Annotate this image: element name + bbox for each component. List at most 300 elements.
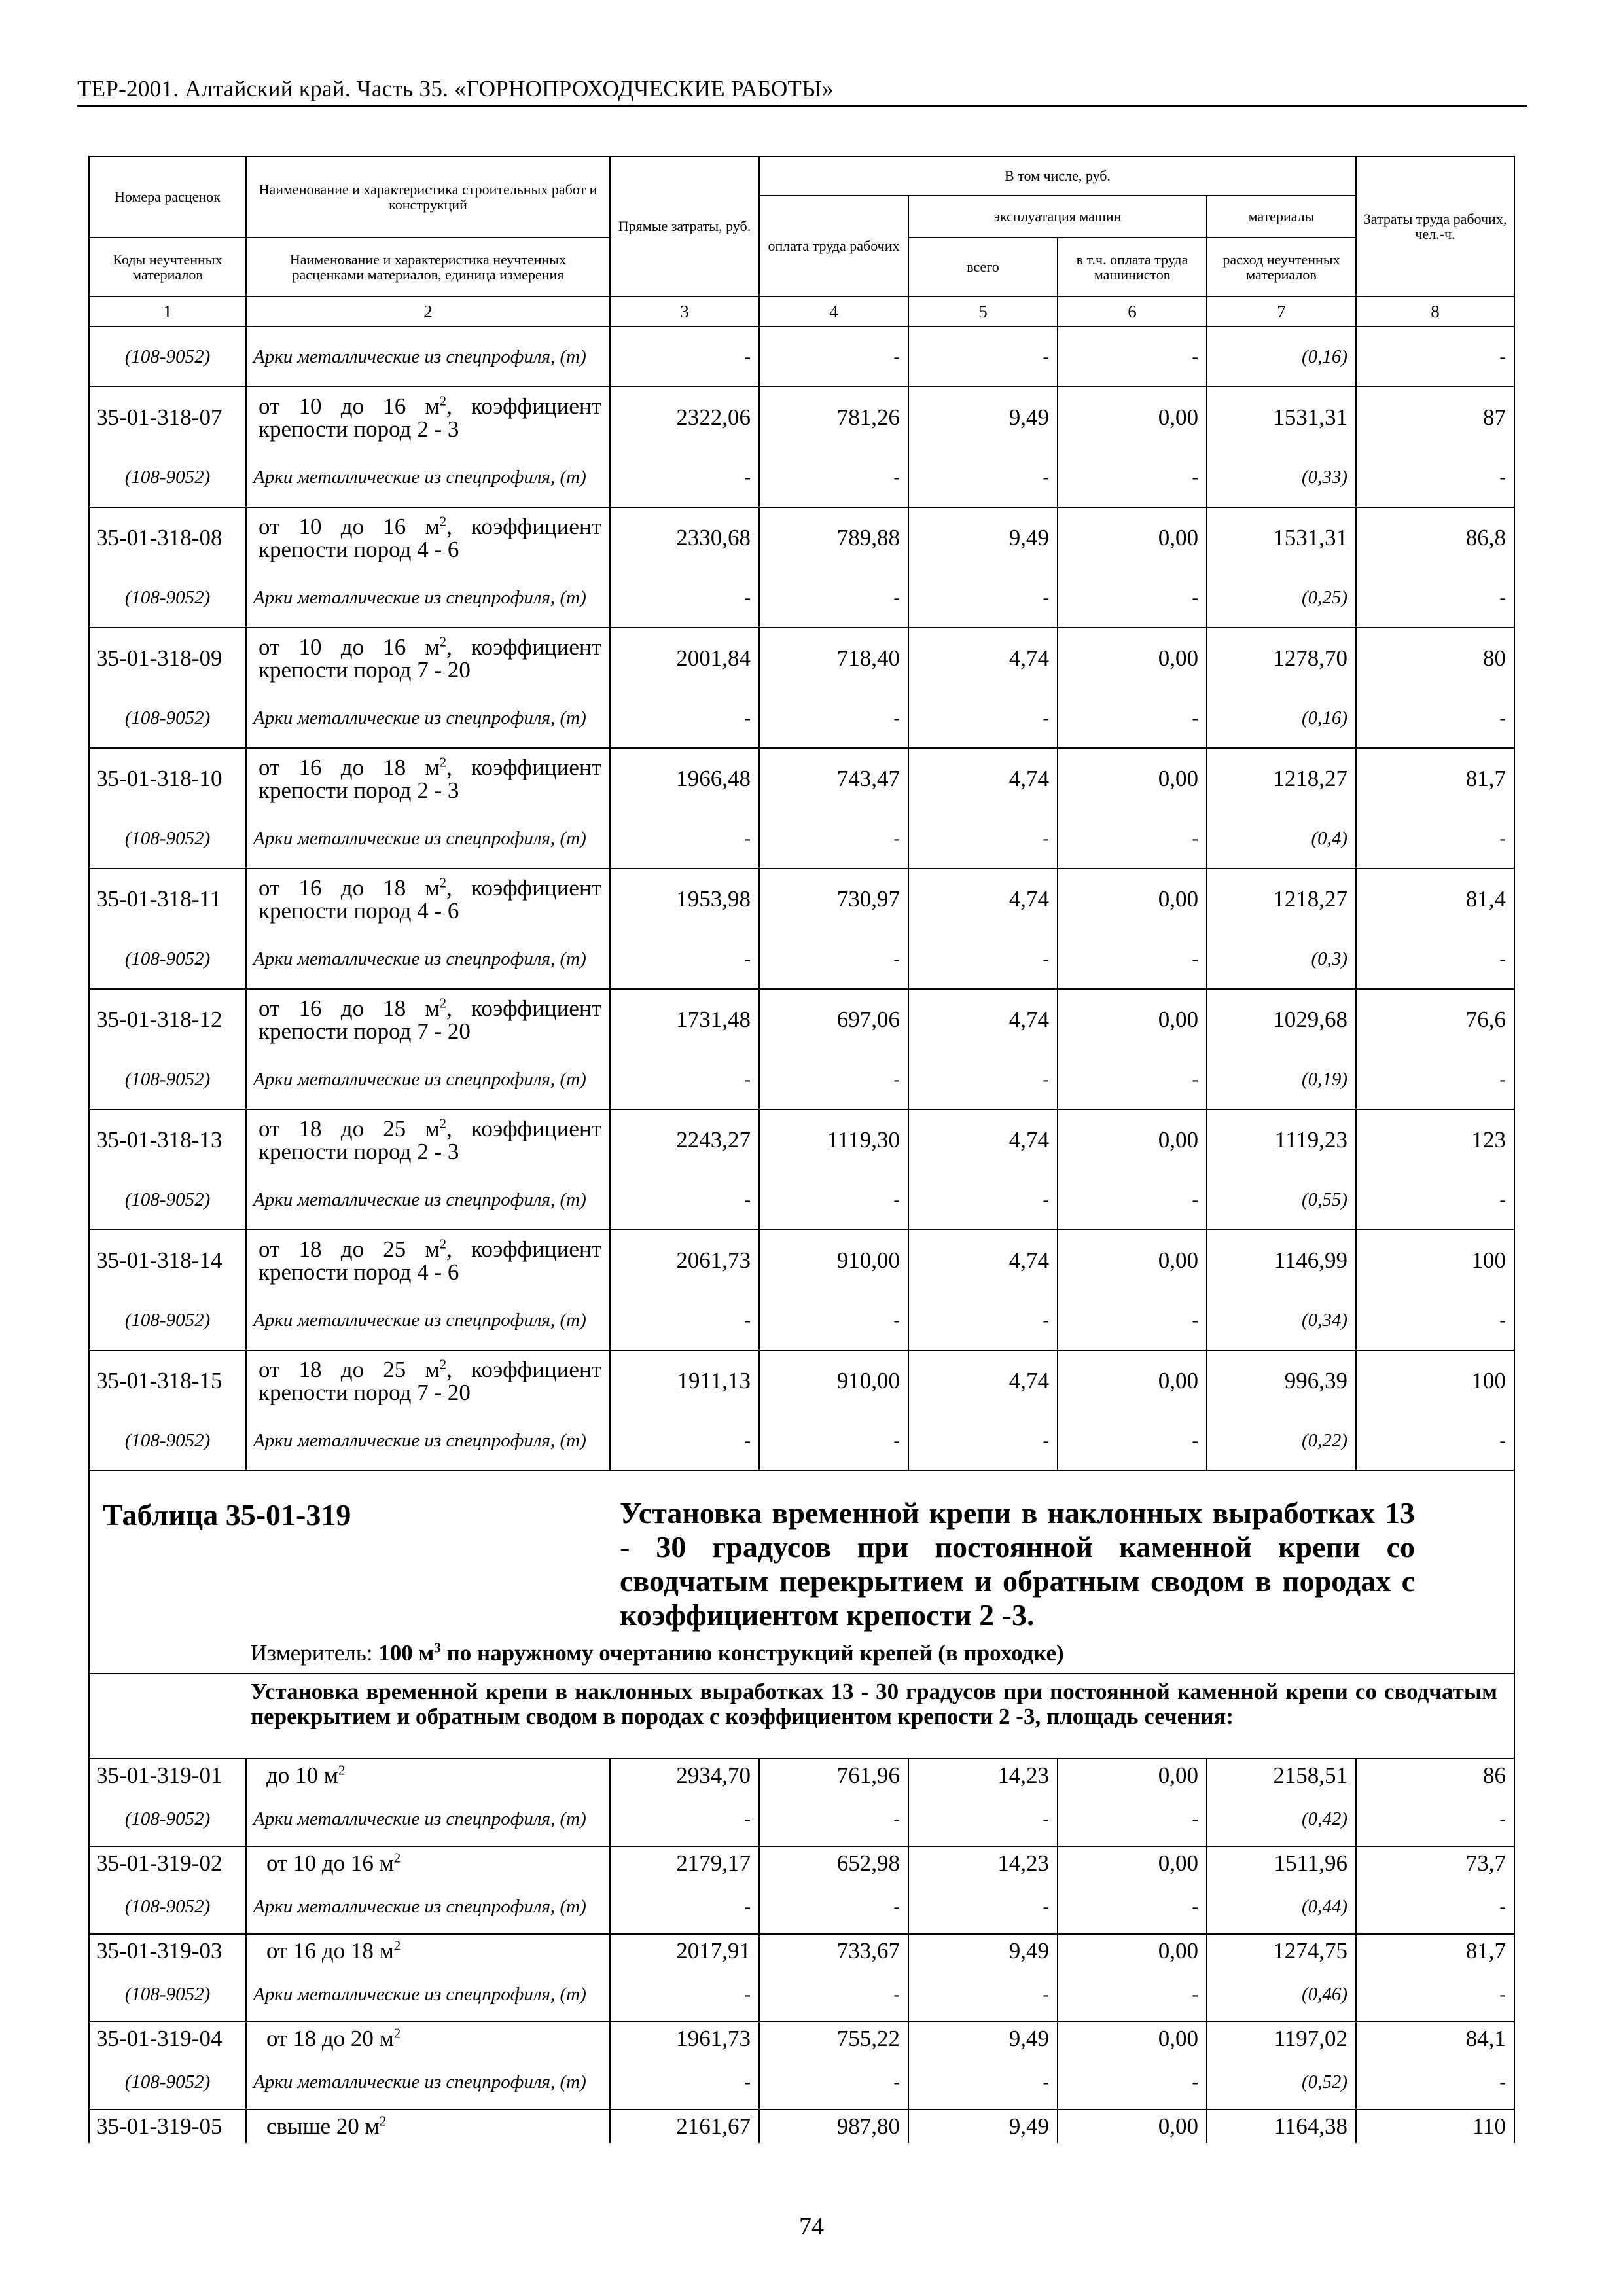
operator-pay: 0,00 bbox=[1058, 1350, 1207, 1411]
rate-code: 35-01-318-12 bbox=[89, 989, 246, 1050]
header-row-1 bbox=[89, 156, 1514, 196]
material-dash: - bbox=[1058, 1411, 1207, 1471]
superscript-2: 2 bbox=[439, 393, 447, 409]
rate-row bbox=[89, 1846, 1514, 1880]
material-dash: - bbox=[610, 809, 759, 869]
rate-code: 35-01-318-10 bbox=[89, 748, 246, 809]
material-code: (108-9052) bbox=[89, 1792, 246, 1846]
direct-costs: 2330,68 bbox=[610, 507, 759, 568]
material-name: Арки металлические из спецпрофиля, (т) bbox=[246, 1880, 610, 1934]
material-row bbox=[89, 1170, 1514, 1230]
meter-prefix: Измеритель: bbox=[251, 1640, 379, 1666]
material-dash: - bbox=[1356, 929, 1514, 989]
description-line-2: крепости пород 7 - 20 bbox=[259, 1380, 471, 1405]
material-dash: - bbox=[1058, 1792, 1207, 1846]
description-coef: , коэффициент bbox=[446, 393, 601, 419]
labor-hours: 87 bbox=[1356, 387, 1514, 448]
material-dash: - bbox=[759, 929, 908, 989]
material-quantity: (0,4) bbox=[1207, 809, 1356, 869]
material-row bbox=[89, 2055, 1514, 2109]
superscript-2: 2 bbox=[439, 1356, 447, 1372]
material-dash: - bbox=[610, 327, 759, 387]
header-work-name: Наименование и характеристика строительных работ и конструкций bbox=[246, 156, 610, 238]
rate-description bbox=[246, 748, 610, 809]
description-line-1 bbox=[259, 1358, 601, 1381]
rate-row bbox=[89, 869, 1514, 929]
materials-cost: 1274,75 bbox=[1207, 1934, 1356, 1967]
material-code: (108-9052) bbox=[89, 327, 246, 387]
material-dash: - bbox=[1356, 809, 1514, 869]
material-dash: - bbox=[759, 809, 908, 869]
rate-description bbox=[246, 2109, 610, 2143]
header-material-name: Наименование и характеристика неучтенных расценками материалов, единица измерения bbox=[246, 238, 610, 296]
column-number: 8 bbox=[1356, 296, 1514, 327]
material-dash: - bbox=[759, 1170, 908, 1230]
description-line-1 bbox=[259, 636, 601, 658]
material-dash: - bbox=[1356, 1967, 1514, 2022]
direct-costs: 1966,48 bbox=[610, 748, 759, 809]
superscript-2: 2 bbox=[439, 1236, 447, 1252]
rate-description bbox=[246, 2022, 610, 2055]
material-dash: - bbox=[1356, 1291, 1514, 1350]
material-row bbox=[89, 1050, 1514, 1109]
material-quantity: (0,16) bbox=[1207, 689, 1356, 748]
rate-description bbox=[246, 1109, 610, 1170]
header-column-numbers bbox=[89, 296, 1514, 327]
rate-code: 35-01-319-05 bbox=[89, 2109, 246, 2143]
material-name: Арки металлические из спецпрофиля, (т) bbox=[246, 1291, 610, 1350]
superscript-2: 2 bbox=[439, 1115, 447, 1132]
table-319-intro: Установка временной крепи в наклонных выработках 13 - 30 градусов при постоянной каменной крепи со сводчатым перекрытием и обратным сводом в породах с коэффициентом крепости 2 -3, площадь сечения: bbox=[251, 1679, 1497, 1729]
labor-pay: 730,97 bbox=[759, 869, 908, 929]
material-dash: - bbox=[908, 1880, 1058, 1934]
rate-row bbox=[89, 748, 1514, 809]
material-dash: - bbox=[610, 1291, 759, 1350]
labor-hours: 73,7 bbox=[1356, 1846, 1514, 1880]
header-labor-pay: оплата труда рабочих bbox=[759, 196, 908, 296]
material-dash: - bbox=[759, 1411, 908, 1471]
direct-costs: 2934,70 bbox=[610, 1759, 759, 1792]
labor-pay: 910,00 bbox=[759, 1230, 908, 1291]
material-code: (108-9052) bbox=[89, 929, 246, 989]
material-name: Арки металлические из спецпрофиля, (т) bbox=[246, 448, 610, 507]
machine-total: 4,74 bbox=[908, 1109, 1058, 1170]
material-dash: - bbox=[1356, 1792, 1514, 1846]
material-dash: - bbox=[759, 448, 908, 507]
material-name: Арки металлические из спецпрофиля, (т) bbox=[246, 568, 610, 628]
material-row bbox=[89, 1792, 1514, 1846]
description-area: от 18 до 20 м bbox=[266, 2026, 394, 2051]
materials-cost: 1218,27 bbox=[1207, 748, 1356, 809]
meter-sup: 3 bbox=[434, 1640, 441, 1656]
labor-hours: 80 bbox=[1356, 628, 1514, 689]
materials-cost: 1164,38 bbox=[1207, 2109, 1356, 2143]
material-name: Арки металлические из спецпрофиля, (т) bbox=[246, 1792, 610, 1846]
material-dash: - bbox=[1356, 1170, 1514, 1230]
material-name: Арки металлические из спецпрофиля, (т) bbox=[246, 1170, 610, 1230]
direct-costs: 2161,67 bbox=[610, 2109, 759, 2143]
labor-hours: 81,4 bbox=[1356, 869, 1514, 929]
machine-total: 9,49 bbox=[908, 507, 1058, 568]
materials-cost: 1119,23 bbox=[1207, 1109, 1356, 1170]
rate-row bbox=[89, 1350, 1514, 1411]
rate-description bbox=[246, 387, 610, 448]
description-area: от 16 до 18 м bbox=[259, 996, 440, 1021]
description-coef: , коэффициент bbox=[446, 996, 601, 1021]
description-line-1 bbox=[259, 876, 601, 899]
material-name: Арки металлические из спецпрофиля, (т) bbox=[246, 1050, 610, 1109]
description-line-2: крепости пород 4 - 6 bbox=[259, 537, 459, 562]
description-coef: , коэффициент bbox=[446, 1116, 601, 1141]
material-dash: - bbox=[908, 568, 1058, 628]
material-dash: - bbox=[1058, 1050, 1207, 1109]
material-code: (108-9052) bbox=[89, 1170, 246, 1230]
material-dash: - bbox=[610, 1792, 759, 1846]
material-dash: - bbox=[759, 1880, 908, 1934]
material-code: (108-9052) bbox=[89, 1291, 246, 1350]
material-dash: - bbox=[908, 1170, 1058, 1230]
rate-description bbox=[246, 1846, 610, 1880]
material-quantity: (0,42) bbox=[1207, 1792, 1356, 1846]
description-line-2: крепости пород 4 - 6 bbox=[259, 898, 459, 924]
header-rule bbox=[77, 105, 1527, 107]
labor-pay: 761,96 bbox=[759, 1759, 908, 1792]
rate-code: 35-01-318-13 bbox=[89, 1109, 246, 1170]
material-quantity: (0,52) bbox=[1207, 2055, 1356, 2109]
material-dash: - bbox=[759, 1792, 908, 1846]
column-number: 4 bbox=[759, 296, 908, 327]
material-code: (108-9052) bbox=[89, 1880, 246, 1934]
material-code: (108-9052) bbox=[89, 568, 246, 628]
labor-pay: 733,67 bbox=[759, 1934, 908, 1967]
description-line-1 bbox=[259, 515, 601, 538]
material-dash: - bbox=[1058, 1291, 1207, 1350]
description-line-1 bbox=[259, 997, 601, 1020]
operator-pay: 0,00 bbox=[1058, 1109, 1207, 1170]
materials-cost: 1531,31 bbox=[1207, 387, 1356, 448]
material-row bbox=[89, 1880, 1514, 1934]
material-dash: - bbox=[610, 1170, 759, 1230]
operator-pay: 0,00 bbox=[1058, 628, 1207, 689]
description-area: от 10 до 16 м bbox=[259, 634, 440, 660]
machine-total: 4,74 bbox=[908, 1230, 1058, 1291]
table-319-intro-cell bbox=[89, 1674, 1514, 1759]
material-quantity: (0,16) bbox=[1207, 327, 1356, 387]
header-operator-pay: в т.ч. оплата труда машинистов bbox=[1058, 238, 1207, 296]
materials-cost: 1146,99 bbox=[1207, 1230, 1356, 1291]
header-material-codes: Коды неучтенных материалов bbox=[89, 238, 246, 296]
material-dash: - bbox=[1356, 689, 1514, 748]
material-quantity: (0,46) bbox=[1207, 1967, 1356, 2022]
description-area: от 16 до 18 м bbox=[259, 875, 440, 901]
operator-pay: 0,00 bbox=[1058, 387, 1207, 448]
rate-code: 35-01-319-02 bbox=[89, 1846, 246, 1880]
operator-pay: 0,00 bbox=[1058, 2109, 1207, 2143]
material-dash: - bbox=[610, 1411, 759, 1471]
rate-description bbox=[246, 1759, 610, 1792]
rate-row bbox=[89, 628, 1514, 689]
table-319-label: Таблица 35-01-319 bbox=[103, 1498, 351, 1532]
material-dash: - bbox=[1356, 1880, 1514, 1934]
description-line-2: крепости пород 7 - 20 bbox=[259, 657, 471, 683]
material-name: Арки металлические из спецпрофиля, (т) bbox=[246, 689, 610, 748]
material-row bbox=[89, 448, 1514, 507]
table-319-intro-row bbox=[89, 1674, 1514, 1759]
labor-pay: 652,98 bbox=[759, 1846, 908, 1880]
rate-row bbox=[89, 1934, 1514, 1967]
rate-row bbox=[89, 387, 1514, 448]
material-dash: - bbox=[1356, 568, 1514, 628]
material-code: (108-9052) bbox=[89, 2055, 246, 2109]
direct-costs: 1953,98 bbox=[610, 869, 759, 929]
materials-cost: 1511,96 bbox=[1207, 1846, 1356, 1880]
machine-total: 14,23 bbox=[908, 1846, 1058, 1880]
column-number: 1 bbox=[89, 296, 246, 327]
material-dash: - bbox=[759, 1967, 908, 2022]
material-quantity: (0,33) bbox=[1207, 448, 1356, 507]
column-number: 7 bbox=[1207, 296, 1356, 327]
rate-description bbox=[246, 507, 610, 568]
description-line-2: крепости пород 2 - 3 bbox=[259, 778, 459, 803]
material-dash: - bbox=[610, 2055, 759, 2109]
material-dash: - bbox=[908, 448, 1058, 507]
material-dash: - bbox=[759, 327, 908, 387]
material-dash: - bbox=[759, 2055, 908, 2109]
superscript-2: 2 bbox=[393, 1937, 401, 1954]
material-quantity: (0,3) bbox=[1207, 929, 1356, 989]
rate-code: 35-01-319-01 bbox=[89, 1759, 246, 1792]
rate-row bbox=[89, 507, 1514, 568]
material-dash: - bbox=[610, 1967, 759, 2022]
superscript-2: 2 bbox=[439, 513, 447, 529]
table-319-title: Установка временной крепи в наклонных выработках 13 - 30 градусов при постоянной каменной крепи со сводчатым перекрытием и обратным сводом в породах с коэффициентом крепости 2 -3. bbox=[620, 1496, 1415, 1632]
rate-row bbox=[89, 2022, 1514, 2055]
labor-hours: 84,1 bbox=[1356, 2022, 1514, 2055]
machine-total: 9,49 bbox=[908, 387, 1058, 448]
material-dash: - bbox=[908, 1967, 1058, 2022]
material-dash: - bbox=[1356, 448, 1514, 507]
description-coef: , коэффициент bbox=[446, 755, 601, 780]
description-coef: , коэффициент bbox=[446, 875, 601, 901]
material-dash: - bbox=[610, 568, 759, 628]
material-quantity: (0,55) bbox=[1207, 1170, 1356, 1230]
material-name: Арки металлические из спецпрофиля, (т) bbox=[246, 809, 610, 869]
header-including: В том числе, руб. bbox=[759, 156, 1356, 196]
operator-pay: 0,00 bbox=[1058, 1230, 1207, 1291]
superscript-2: 2 bbox=[439, 754, 447, 770]
machine-total: 9,49 bbox=[908, 2109, 1058, 2143]
material-dash: - bbox=[908, 327, 1058, 387]
labor-hours: 100 bbox=[1356, 1350, 1514, 1411]
material-row bbox=[89, 1967, 1514, 2022]
labor-pay: 718,40 bbox=[759, 628, 908, 689]
labor-hours: 100 bbox=[1356, 1230, 1514, 1291]
direct-costs: 1961,73 bbox=[610, 2022, 759, 2055]
rate-description bbox=[246, 1230, 610, 1291]
rate-code: 35-01-319-04 bbox=[89, 2022, 246, 2055]
material-dash: - bbox=[908, 809, 1058, 869]
rate-code: 35-01-318-15 bbox=[89, 1350, 246, 1411]
labor-hours: 81,7 bbox=[1356, 748, 1514, 809]
header-total: всего bbox=[908, 238, 1058, 296]
materials-cost: 1029,68 bbox=[1207, 989, 1356, 1050]
material-row bbox=[89, 327, 1514, 387]
materials-cost: 1197,02 bbox=[1207, 2022, 1356, 2055]
table-319-title-row bbox=[89, 1471, 1514, 1674]
material-quantity: (0,22) bbox=[1207, 1411, 1356, 1471]
labor-pay: 755,22 bbox=[759, 2022, 908, 2055]
direct-costs: 1731,48 bbox=[610, 989, 759, 1050]
material-row bbox=[89, 568, 1514, 628]
description-area: от 18 до 25 м bbox=[259, 1236, 440, 1262]
material-name: Арки металлические из спецпрофиля, (т) bbox=[246, 2055, 610, 2109]
material-dash: - bbox=[1058, 929, 1207, 989]
materials-cost: 1531,31 bbox=[1207, 507, 1356, 568]
rate-description bbox=[246, 869, 610, 929]
material-dash: - bbox=[1356, 2055, 1514, 2109]
header-unaccounted-materials: расход неучтенных материалов bbox=[1207, 238, 1356, 296]
labor-hours: 86,8 bbox=[1356, 507, 1514, 568]
material-name: Арки металлические из спецпрофиля, (т) bbox=[246, 1411, 610, 1471]
page-number: 74 bbox=[799, 2213, 824, 2240]
rate-code: 35-01-318-07 bbox=[89, 387, 246, 448]
superscript-2: 2 bbox=[379, 2113, 387, 2129]
material-name: Арки металлические из спецпрофиля, (т) bbox=[246, 1967, 610, 2022]
labor-pay: 743,47 bbox=[759, 748, 908, 809]
machine-total: 9,49 bbox=[908, 1934, 1058, 1967]
machine-total: 9,49 bbox=[908, 2022, 1058, 2055]
labor-pay: 987,80 bbox=[759, 2109, 908, 2143]
description-line-1 bbox=[259, 756, 601, 779]
description-area: от 10 до 16 м bbox=[259, 514, 440, 539]
header-machine-ops: эксплуатация машин bbox=[908, 196, 1207, 238]
superscript-2: 2 bbox=[439, 634, 447, 650]
material-dash: - bbox=[1058, 2055, 1207, 2109]
description-line-2: крепости пород 7 - 20 bbox=[259, 1018, 471, 1044]
material-dash: - bbox=[908, 1411, 1058, 1471]
material-dash: - bbox=[908, 929, 1058, 989]
materials-cost: 1278,70 bbox=[1207, 628, 1356, 689]
material-dash: - bbox=[610, 448, 759, 507]
labor-pay: 697,06 bbox=[759, 989, 908, 1050]
rate-row bbox=[89, 989, 1514, 1050]
labor-hours: 110 bbox=[1356, 2109, 1514, 2143]
material-row bbox=[89, 929, 1514, 989]
material-code: (108-9052) bbox=[89, 1411, 246, 1471]
operator-pay: 0,00 bbox=[1058, 869, 1207, 929]
rate-description bbox=[246, 628, 610, 689]
description-area: от 18 до 25 м bbox=[259, 1357, 440, 1382]
rate-row bbox=[89, 1109, 1514, 1170]
material-row bbox=[89, 1291, 1514, 1350]
machine-total: 4,74 bbox=[908, 989, 1058, 1050]
rate-code: 35-01-318-08 bbox=[89, 507, 246, 568]
machine-total: 4,74 bbox=[908, 869, 1058, 929]
description-line-2: крепости пород 4 - 6 bbox=[259, 1259, 459, 1285]
direct-costs: 1911,13 bbox=[610, 1350, 759, 1411]
rate-code: 35-01-319-03 bbox=[89, 1934, 246, 1967]
operator-pay: 0,00 bbox=[1058, 2022, 1207, 2055]
rate-code: 35-01-318-14 bbox=[89, 1230, 246, 1291]
materials-cost: 996,39 bbox=[1207, 1350, 1356, 1411]
material-row bbox=[89, 689, 1514, 748]
material-dash: - bbox=[759, 1050, 908, 1109]
operator-pay: 0,00 bbox=[1058, 507, 1207, 568]
direct-costs: 2322,06 bbox=[610, 387, 759, 448]
material-code: (108-9052) bbox=[89, 809, 246, 869]
description-line-2: крепости пород 2 - 3 bbox=[259, 1139, 459, 1164]
material-code: (108-9052) bbox=[89, 1967, 246, 2022]
operator-pay: 0,00 bbox=[1058, 1846, 1207, 1880]
materials-cost: 1218,27 bbox=[1207, 869, 1356, 929]
header-rate-numbers: Номера расценок bbox=[89, 156, 246, 238]
material-dash: - bbox=[759, 568, 908, 628]
column-number: 5 bbox=[908, 296, 1058, 327]
description-line-1 bbox=[259, 1238, 601, 1261]
material-code: (108-9052) bbox=[89, 448, 246, 507]
material-dash: - bbox=[610, 1050, 759, 1109]
description-area: от 18 до 25 м bbox=[259, 1116, 440, 1141]
material-code: (108-9052) bbox=[89, 1050, 246, 1109]
operator-pay: 0,00 bbox=[1058, 1759, 1207, 1792]
direct-costs: 2243,27 bbox=[610, 1109, 759, 1170]
rate-row bbox=[89, 1759, 1514, 1792]
labor-hours: 86 bbox=[1356, 1759, 1514, 1792]
superscript-2: 2 bbox=[439, 874, 447, 891]
material-dash: - bbox=[1058, 448, 1207, 507]
table-319-meter bbox=[251, 1640, 1064, 1666]
material-dash: - bbox=[908, 1792, 1058, 1846]
material-quantity: (0,19) bbox=[1207, 1050, 1356, 1109]
labor-pay: 910,00 bbox=[759, 1350, 908, 1411]
rate-row bbox=[89, 1230, 1514, 1291]
superscript-2: 2 bbox=[393, 2025, 401, 2041]
description-line-2: крепости пород 2 - 3 bbox=[259, 416, 459, 442]
material-dash: - bbox=[759, 689, 908, 748]
labor-hours: 81,7 bbox=[1356, 1934, 1514, 1967]
machine-total: 4,74 bbox=[908, 628, 1058, 689]
superscript-2: 2 bbox=[439, 995, 447, 1011]
labor-pay: 781,26 bbox=[759, 387, 908, 448]
material-dash: - bbox=[1356, 327, 1514, 387]
description-area: от 16 до 18 м bbox=[266, 1938, 394, 1964]
description-area: до 10 м bbox=[266, 1763, 338, 1788]
material-dash: - bbox=[908, 1050, 1058, 1109]
material-dash: - bbox=[1058, 327, 1207, 387]
material-dash: - bbox=[1058, 1170, 1207, 1230]
material-quantity: (0,34) bbox=[1207, 1291, 1356, 1350]
description-line-1 bbox=[259, 395, 601, 418]
rate-description bbox=[246, 1934, 610, 1967]
material-dash: - bbox=[908, 689, 1058, 748]
material-dash: - bbox=[1356, 1050, 1514, 1109]
description-coef: , коэффициент bbox=[446, 634, 601, 660]
description-coef: , коэффициент bbox=[446, 1357, 601, 1382]
material-quantity: (0,44) bbox=[1207, 1880, 1356, 1934]
description-area: от 16 до 18 м bbox=[259, 755, 440, 780]
material-dash: - bbox=[1058, 568, 1207, 628]
meter-value: 100 м bbox=[378, 1640, 435, 1666]
column-number: 3 bbox=[610, 296, 759, 327]
description-area: свыше 20 м bbox=[266, 2113, 380, 2139]
description-area: от 10 до 16 м bbox=[266, 1850, 394, 1876]
material-dash: - bbox=[610, 929, 759, 989]
description-area: от 10 до 16 м bbox=[259, 393, 440, 419]
direct-costs: 2061,73 bbox=[610, 1230, 759, 1291]
material-code: (108-9052) bbox=[89, 689, 246, 748]
material-row bbox=[89, 809, 1514, 869]
material-dash: - bbox=[1058, 809, 1207, 869]
